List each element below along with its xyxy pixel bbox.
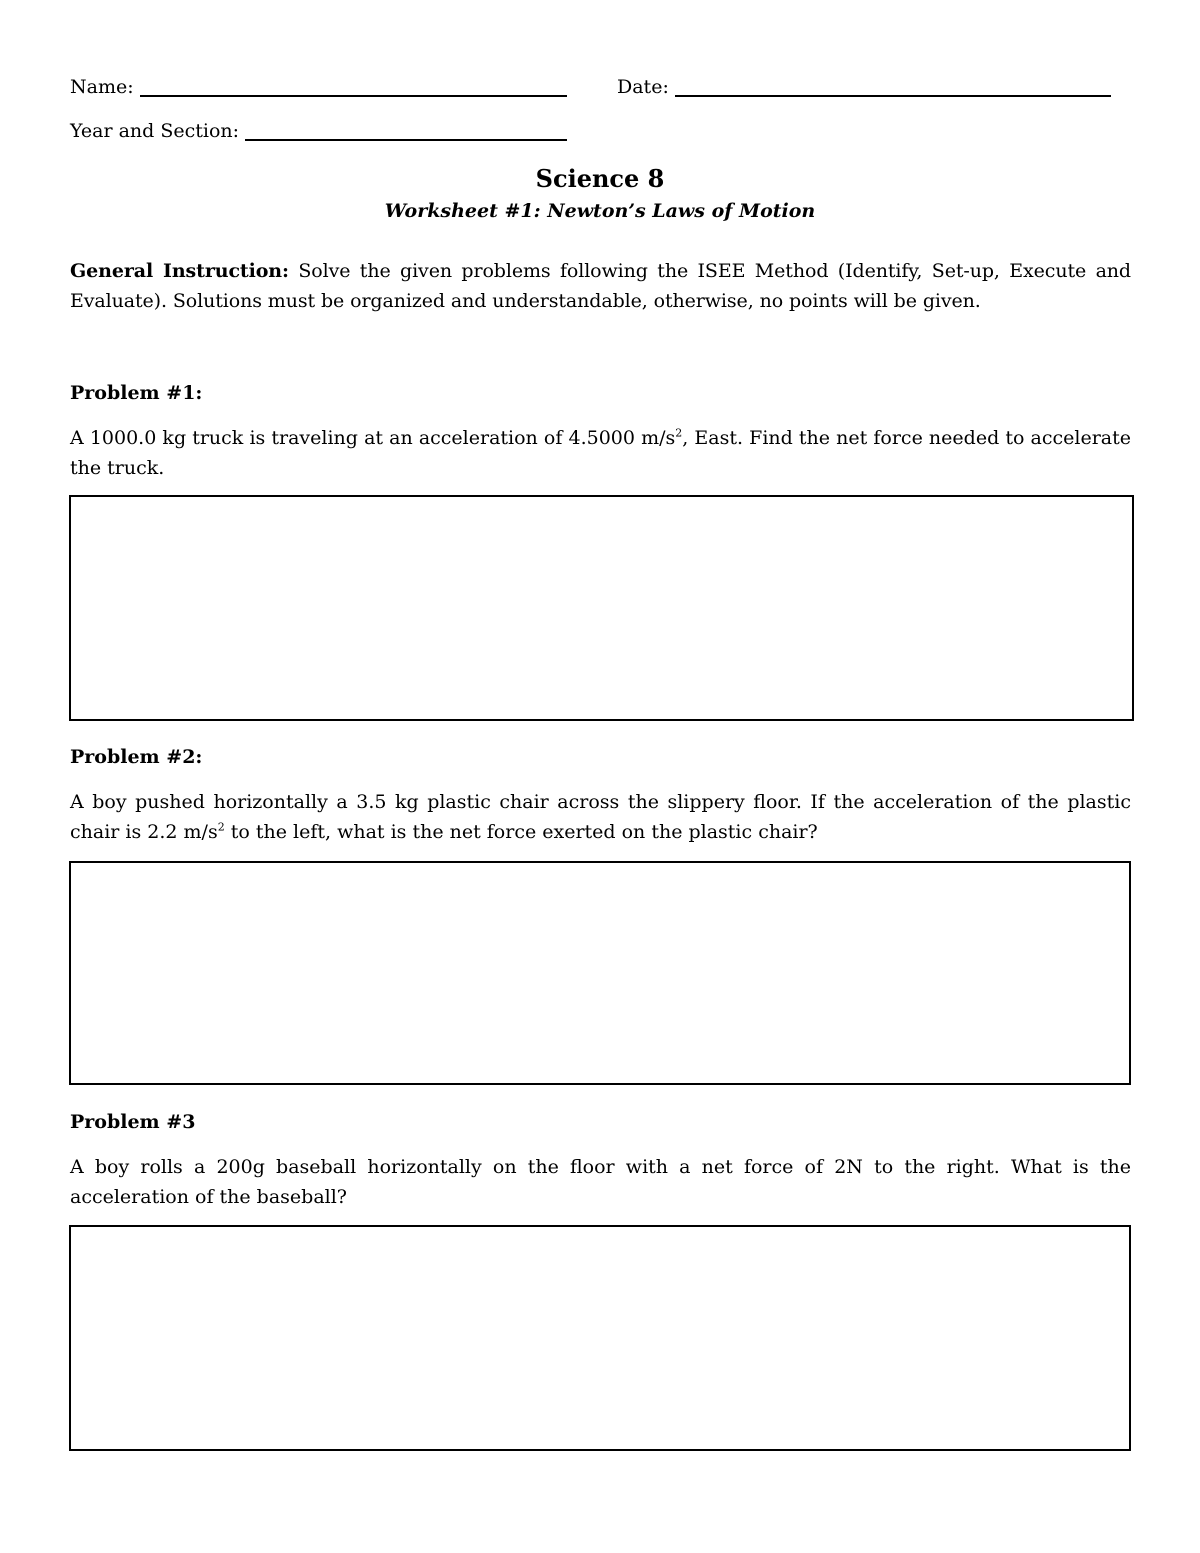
worksheet-title: Science 8 bbox=[535, 164, 665, 193]
year-section-field-row bbox=[70, 120, 567, 142]
instruction-text: Solve the given problems following the ISEE Method (Identify, Set-up, Execute and Evaluate). Solutions must be organized and understandable, otherwise, no points will be given. bbox=[70, 260, 1131, 312]
problem-1-text-after: , East. Find the net force needed to accelerate the truck. bbox=[70, 427, 1131, 479]
problem-2-heading: Problem #2: bbox=[70, 746, 203, 768]
problem-1-answer-box[interactable] bbox=[69, 495, 1134, 721]
problem-1-superscript: 2 bbox=[675, 426, 683, 440]
worksheet-subtitle: Worksheet #1: Newton’s Laws of Motion bbox=[384, 200, 816, 222]
date-field-row bbox=[617, 76, 1111, 98]
date-label: Date: bbox=[617, 76, 669, 98]
problem-1-heading: Problem #1: bbox=[70, 382, 203, 404]
general-instruction bbox=[70, 256, 1131, 316]
problem-2-answer-box[interactable] bbox=[69, 861, 1131, 1085]
problem-2-text-after: to the left, what is the net force exerted on the plastic chair? bbox=[224, 821, 818, 843]
date-blank-line[interactable] bbox=[675, 77, 1111, 97]
instruction-label: General Instruction: bbox=[70, 260, 289, 282]
problem-3-text: A boy rolls a 200g baseball horizontally on the floor with a net force of 2N to the right. What is the acceleration of the baseball? bbox=[70, 1156, 1131, 1208]
name-label: Name: bbox=[70, 76, 134, 98]
year-section-label: Year and Section: bbox=[70, 120, 240, 142]
problem-3-answer-box[interactable] bbox=[69, 1225, 1131, 1451]
problem-2-text-before: A boy pushed horizontally a 3.5 kg plastic chair across the slippery floor. If the acceleration of the plastic chair is 2.2 m/s bbox=[70, 791, 1131, 843]
problem-3-heading: Problem #3 bbox=[70, 1111, 196, 1133]
year-section-blank-line[interactable] bbox=[245, 121, 567, 141]
problem-1-text-before: A 1000.0 kg truck is traveling at an acceleration of 4.5000 m/s bbox=[70, 427, 676, 449]
name-field-row bbox=[70, 76, 567, 98]
name-blank-line[interactable] bbox=[140, 77, 567, 97]
problem-2-text bbox=[70, 787, 1131, 847]
problem-2-superscript: 2 bbox=[217, 820, 225, 834]
problem-1-text bbox=[70, 423, 1131, 483]
